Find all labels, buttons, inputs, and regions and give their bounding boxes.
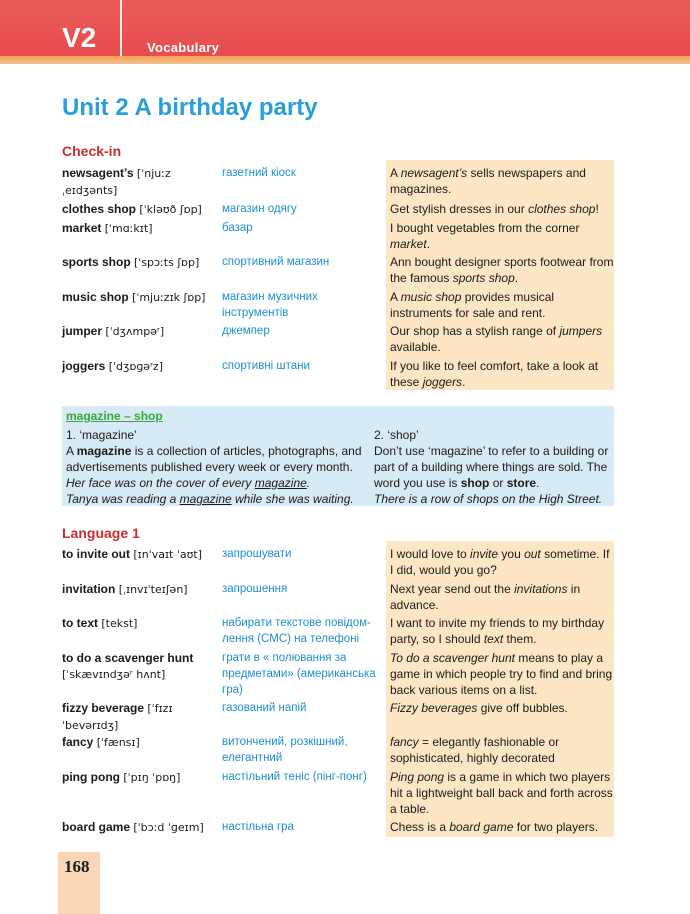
transcription: [ˈskævɪndʒəʳ hʌnt] — [62, 668, 166, 681]
example-sentence: Next year send out the invitations in advance. — [390, 582, 581, 612]
transcription: [ˈnjuːzˌeɪdʒənts] — [62, 167, 171, 197]
headword — [62, 615, 222, 632]
translation: спортивний магазин — [222, 256, 330, 268]
headword — [62, 819, 222, 836]
transcription: [ˈdʒʌmpəʳ] — [105, 325, 165, 338]
headword — [62, 734, 222, 751]
headword — [62, 650, 222, 683]
module-code: V2 — [62, 22, 97, 53]
translation: набирати текстове повідом-лення (СМС) на телефоні — [222, 617, 371, 645]
headword-text: fizzy beverage — [62, 701, 145, 715]
headword — [62, 201, 222, 218]
translation: запрошувати — [222, 548, 292, 560]
banner-divider — [120, 0, 122, 56]
example-sentence: fancy = elegantly fashionable or sophisticated, highly decorated — [390, 735, 560, 765]
headword-text: invitation — [62, 582, 116, 596]
headword-text: ping pong — [62, 770, 120, 784]
headword-text: jumper — [62, 324, 103, 338]
translation: настільна гра — [222, 821, 294, 833]
transcription: [ˈbɔːd ˈɡeɪm] — [133, 821, 204, 834]
example-sentence: If you like to feel comfort, take a look at these joggers. — [390, 359, 599, 389]
example-sentence: A music shop provides musical instruments for sale and rent. — [390, 290, 555, 320]
transcription: [ˈdʒɒɡəʳz] — [108, 360, 163, 373]
headword-text: sports shop — [62, 255, 131, 269]
headword-text: newsagent’s — [62, 166, 134, 180]
transcription: [ɪnˈvaɪt ˈaʊt] — [133, 548, 203, 561]
example-sentence: To do a scavenger hunt means to play a game in which people try to find and bring back various items on a list. — [390, 651, 613, 697]
headword — [62, 769, 222, 786]
page-number-tab — [58, 852, 100, 914]
checkin-heading: Check-in — [62, 143, 122, 159]
page-title: Unit 2 A birthday party — [62, 94, 318, 121]
headword — [62, 358, 222, 375]
translation: магазин одягу — [222, 203, 297, 215]
transcription: [ˈpɪŋ ˈpɒŋ] — [123, 771, 181, 784]
headword-text: to invite out — [62, 547, 130, 561]
transcription: [ˈspɔːts ʃɒp] — [134, 256, 200, 269]
translation: витончений, розкішний, елегантний — [222, 736, 348, 764]
translation: грати в « полювання за предметами» (американська гра) — [222, 652, 376, 696]
top-banner — [0, 0, 690, 56]
transcription: [ˌɪnvɪˈteɪʃən] — [118, 583, 188, 596]
headword — [62, 581, 222, 598]
headword — [62, 323, 222, 340]
transcription: [ˈfænsɪ] — [96, 736, 140, 749]
example-sentence: Ping pong is a game in which two players hit a lightweight ball back and forth across a table. — [390, 770, 613, 816]
translation: настільний теніс (пінг-понг) — [222, 771, 367, 783]
example-sentence: A newsagent’s sells newspapers and magazines. — [390, 166, 586, 196]
transcription: [ˈkləʊð ʃɒp] — [139, 203, 202, 216]
translation: спортивні штани — [222, 360, 310, 372]
transcription: [ˈmɑːkɪt] — [104, 222, 153, 235]
example-sentence: Chess is a board game for two players. — [390, 820, 599, 834]
translation: базар — [222, 222, 253, 234]
headword — [62, 254, 222, 271]
example-sentence: I bought vegetables from the corner market. — [390, 221, 580, 251]
section-label: Vocabulary — [147, 40, 220, 55]
banner-stripe — [0, 56, 690, 64]
language1-heading: Language 1 — [62, 525, 140, 541]
usage-note-magazine: 1. ‘magazine’ A magazine is a collection of articles, photographs, and advertisements published every week or every month. Her face was on the cover of every magazine. Tanya was reading a magazine while she was waiting. — [66, 428, 362, 506]
example-sentence: I want to invite my friends to my birthday party, so I should text them. — [390, 616, 605, 646]
usage-note-title: magazine – shop — [66, 409, 163, 423]
transcription: [ˈfɪzɪ ˈbevərɪdʒ] — [62, 702, 173, 732]
translation: магазин музичних інструментів — [222, 291, 318, 319]
headword — [62, 289, 222, 306]
translation: газований напій — [222, 702, 307, 714]
headword-text: fancy — [62, 735, 94, 749]
headword-text: joggers — [62, 359, 106, 373]
example-sentence: Fizzy beverages give off bubbles. — [390, 701, 568, 715]
example-sentence: Ann bought designer sports footwear from the famous sports shop. — [390, 255, 614, 285]
usage-note — [62, 406, 614, 506]
transcription: [tekst] — [101, 617, 138, 630]
page-number: 168 — [64, 857, 90, 876]
translation: джемпер — [222, 325, 270, 337]
headword-text: to do a scavenger hunt — [62, 651, 194, 665]
translation: запрошення — [222, 583, 288, 595]
headword-text: clothes shop — [62, 202, 137, 216]
example-sentence: Get stylish dresses in our clothes shop! — [390, 202, 599, 216]
headword-text: music shop — [62, 290, 129, 304]
headword — [62, 220, 222, 237]
example-sentence: Our shop has a stylish range of jumpers available. — [390, 324, 603, 354]
headword-text: board game — [62, 820, 131, 834]
headword-text: market — [62, 221, 102, 235]
usage-note-shop: 2. ‘shop’ Don’t use ‘magazine’ to refer to a building or part of a building where things are sold. The word you use is shop or store. There is a row of shops on the High Street. — [374, 428, 609, 506]
translation: газетний кіоск — [222, 167, 296, 179]
headword-text: to text — [62, 616, 98, 630]
headword — [62, 165, 222, 199]
headword — [62, 700, 222, 734]
headword — [62, 546, 222, 563]
example-sentence: I would love to invite you out sometime. If I did, would you go? — [390, 547, 610, 577]
transcription: [ˈmjuːzɪk ʃɒp] — [132, 291, 206, 304]
